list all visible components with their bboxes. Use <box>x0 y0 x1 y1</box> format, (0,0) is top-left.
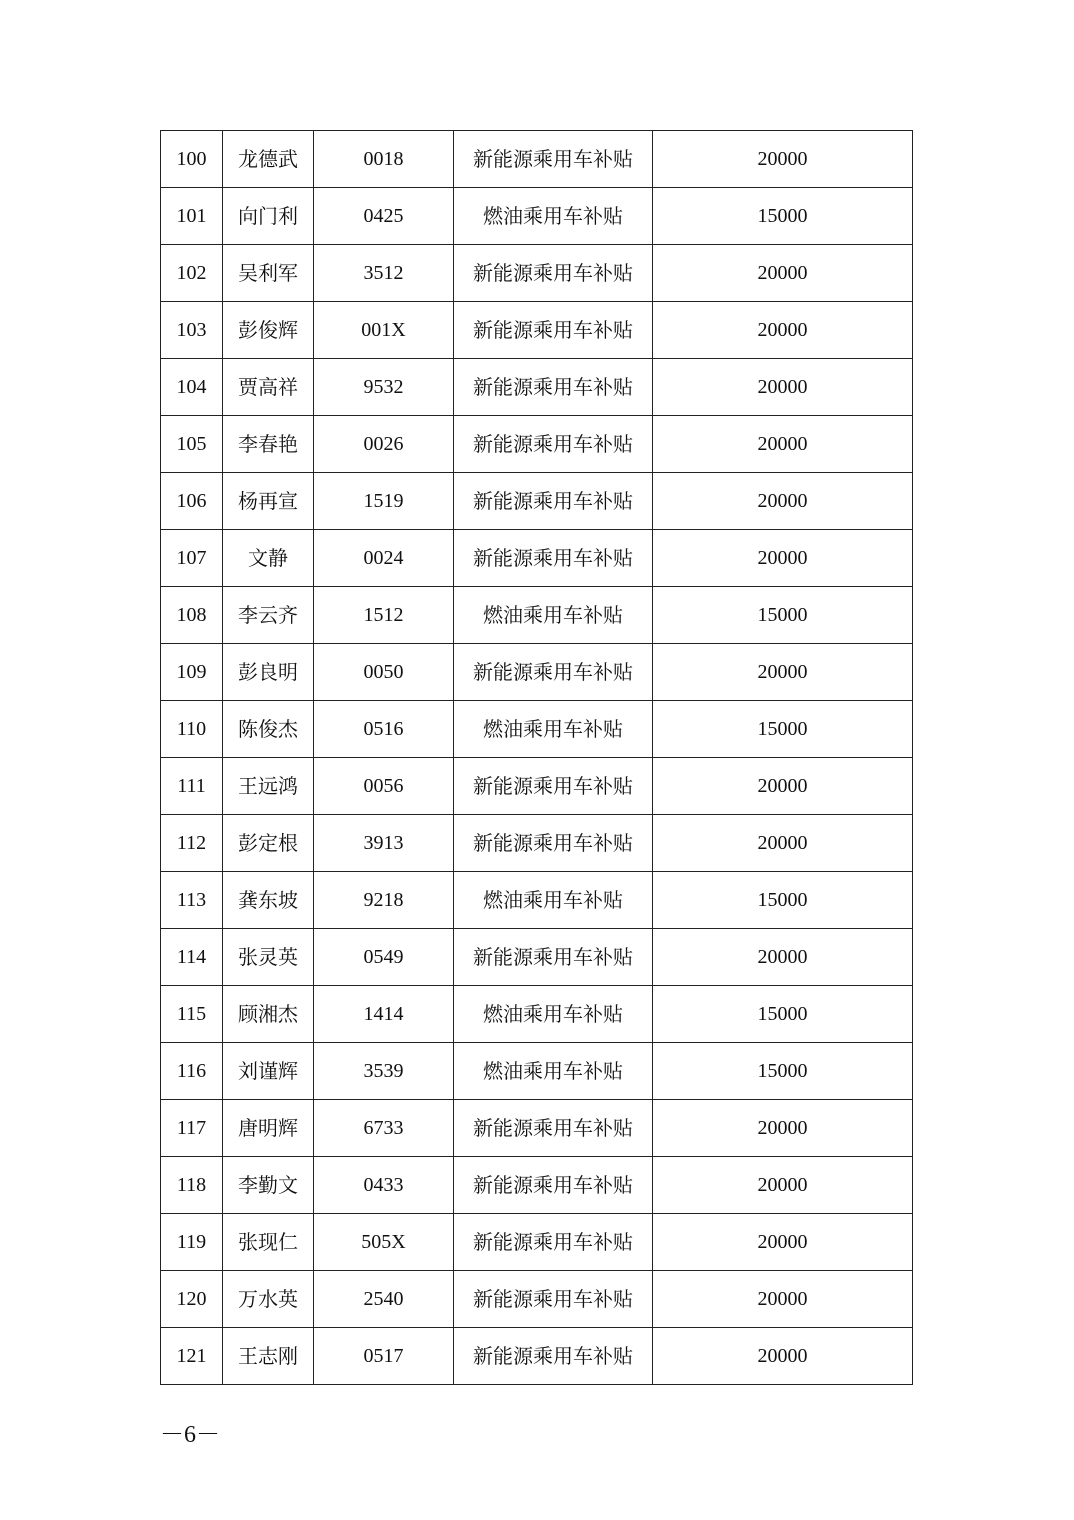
row-number-cell: 121 <box>161 1328 223 1385</box>
row-number-cell: 111 <box>161 758 223 815</box>
row-number-cell: 100 <box>161 131 223 188</box>
table-row <box>161 1043 913 1100</box>
subsidy-type-cell: 新能源乘用车补贴 <box>454 929 653 986</box>
subsidy-type-cell: 新能源乘用车补贴 <box>454 473 653 530</box>
table-row <box>161 1328 913 1385</box>
subsidy-amount-cell: 15000 <box>653 986 913 1043</box>
table-row <box>161 1214 913 1271</box>
id-suffix-cell: 6733 <box>314 1100 454 1157</box>
subsidy-amount-cell: 20000 <box>653 815 913 872</box>
applicant-name-cell: 向门利 <box>223 188 314 245</box>
row-number-cell: 112 <box>161 815 223 872</box>
row-number-cell: 105 <box>161 416 223 473</box>
table-row <box>161 1157 913 1214</box>
subsidy-type-cell: 燃油乘用车补贴 <box>454 872 653 929</box>
subsidy-amount-cell: 15000 <box>653 872 913 929</box>
row-number-cell: 108 <box>161 587 223 644</box>
subsidy-type-cell: 燃油乘用车补贴 <box>454 986 653 1043</box>
id-suffix-cell: 3539 <box>314 1043 454 1100</box>
table-row <box>161 245 913 302</box>
id-suffix-cell: 1512 <box>314 587 454 644</box>
subsidy-amount-cell: 15000 <box>653 701 913 758</box>
table-row <box>161 131 913 188</box>
subsidy-amount-cell: 20000 <box>653 644 913 701</box>
subsidy-type-cell: 新能源乘用车补贴 <box>454 1100 653 1157</box>
subsidy-type-cell: 燃油乘用车补贴 <box>454 701 653 758</box>
table-row <box>161 644 913 701</box>
table-row <box>161 815 913 872</box>
subsidy-type-cell: 燃油乘用车补贴 <box>454 587 653 644</box>
subsidy-amount-cell: 20000 <box>653 929 913 986</box>
table-row <box>161 530 913 587</box>
applicant-name-cell: 吴利军 <box>223 245 314 302</box>
row-number-cell: 116 <box>161 1043 223 1100</box>
subsidy-amount-cell: 20000 <box>653 416 913 473</box>
row-number-cell: 102 <box>161 245 223 302</box>
id-suffix-cell: 0050 <box>314 644 454 701</box>
subsidy-amount-cell: 20000 <box>653 245 913 302</box>
subsidy-type-cell: 新能源乘用车补贴 <box>454 1328 653 1385</box>
applicant-name-cell: 唐明辉 <box>223 1100 314 1157</box>
applicant-name-cell: 龙德武 <box>223 131 314 188</box>
id-suffix-cell: 3512 <box>314 245 454 302</box>
subsidy-amount-cell: 20000 <box>653 131 913 188</box>
table-row <box>161 1100 913 1157</box>
applicant-name-cell: 彭定根 <box>223 815 314 872</box>
table-row <box>161 473 913 530</box>
subsidy-amount-cell: 20000 <box>653 758 913 815</box>
row-number-cell: 113 <box>161 872 223 929</box>
table-row <box>161 359 913 416</box>
subsidy-type-cell: 新能源乘用车补贴 <box>454 131 653 188</box>
subsidy-amount-cell: 20000 <box>653 1271 913 1328</box>
subsidy-type-cell: 燃油乘用车补贴 <box>454 188 653 245</box>
id-suffix-cell: 1519 <box>314 473 454 530</box>
subsidy-type-cell: 新能源乘用车补贴 <box>454 245 653 302</box>
subsidy-type-cell: 新能源乘用车补贴 <box>454 416 653 473</box>
subsidy-amount-cell: 20000 <box>653 530 913 587</box>
row-number-cell: 107 <box>161 530 223 587</box>
subsidy-type-cell: 新能源乘用车补贴 <box>454 758 653 815</box>
subsidy-amount-cell: 15000 <box>653 587 913 644</box>
subsidy-type-cell: 新能源乘用车补贴 <box>454 530 653 587</box>
page-number: －6－ <box>160 1422 220 1448</box>
subsidy-type-cell: 新能源乘用车补贴 <box>454 644 653 701</box>
id-suffix-cell: 0018 <box>314 131 454 188</box>
row-number-cell: 104 <box>161 359 223 416</box>
applicant-name-cell: 陈俊杰 <box>223 701 314 758</box>
id-suffix-cell: 0516 <box>314 701 454 758</box>
table-row <box>161 929 913 986</box>
table-row <box>161 701 913 758</box>
applicant-name-cell: 张现仁 <box>223 1214 314 1271</box>
subsidy-amount-cell: 15000 <box>653 188 913 245</box>
subsidy-amount-cell: 20000 <box>653 1100 913 1157</box>
subsidy-type-cell: 新能源乘用车补贴 <box>454 1271 653 1328</box>
applicant-name-cell: 李春艳 <box>223 416 314 473</box>
applicant-name-cell: 王志刚 <box>223 1328 314 1385</box>
applicant-name-cell: 李勤文 <box>223 1157 314 1214</box>
subsidy-type-cell: 新能源乘用车补贴 <box>454 1214 653 1271</box>
row-number-cell: 106 <box>161 473 223 530</box>
applicant-name-cell: 顾湘杰 <box>223 986 314 1043</box>
id-suffix-cell: 2540 <box>314 1271 454 1328</box>
row-number-cell: 110 <box>161 701 223 758</box>
row-number-cell: 115 <box>161 986 223 1043</box>
table-row <box>161 587 913 644</box>
row-number-cell: 114 <box>161 929 223 986</box>
applicant-name-cell: 刘谨辉 <box>223 1043 314 1100</box>
applicant-name-cell: 龚东坡 <box>223 872 314 929</box>
subsidy-amount-cell: 20000 <box>653 359 913 416</box>
applicant-name-cell: 张灵英 <box>223 929 314 986</box>
id-suffix-cell: 0549 <box>314 929 454 986</box>
subsidy-amount-cell: 20000 <box>653 473 913 530</box>
id-suffix-cell: 0433 <box>314 1157 454 1214</box>
subsidy-amount-cell: 20000 <box>653 1214 913 1271</box>
subsidy-table <box>160 130 913 1385</box>
row-number-cell: 118 <box>161 1157 223 1214</box>
row-number-cell: 103 <box>161 302 223 359</box>
id-suffix-cell: 0026 <box>314 416 454 473</box>
table-row <box>161 416 913 473</box>
subsidy-amount-cell: 20000 <box>653 1328 913 1385</box>
applicant-name-cell: 万水英 <box>223 1271 314 1328</box>
subsidy-type-cell: 新能源乘用车补贴 <box>454 359 653 416</box>
subsidy-table-body <box>161 131 913 1385</box>
applicant-name-cell: 李云齐 <box>223 587 314 644</box>
table-row <box>161 188 913 245</box>
id-suffix-cell: 0425 <box>314 188 454 245</box>
subsidy-type-cell: 燃油乘用车补贴 <box>454 1043 653 1100</box>
id-suffix-cell: 9532 <box>314 359 454 416</box>
id-suffix-cell: 9218 <box>314 872 454 929</box>
row-number-cell: 101 <box>161 188 223 245</box>
id-suffix-cell: 505X <box>314 1214 454 1271</box>
applicant-name-cell: 文静 <box>223 530 314 587</box>
subsidy-type-cell: 新能源乘用车补贴 <box>454 815 653 872</box>
subsidy-type-cell: 新能源乘用车补贴 <box>454 1157 653 1214</box>
id-suffix-cell: 001X <box>314 302 454 359</box>
table-row <box>161 872 913 929</box>
table-row <box>161 758 913 815</box>
subsidy-amount-cell: 20000 <box>653 1157 913 1214</box>
id-suffix-cell: 1414 <box>314 986 454 1043</box>
row-number-cell: 109 <box>161 644 223 701</box>
applicant-name-cell: 杨再宣 <box>223 473 314 530</box>
id-suffix-cell: 0024 <box>314 530 454 587</box>
row-number-cell: 117 <box>161 1100 223 1157</box>
table-row <box>161 986 913 1043</box>
id-suffix-cell: 3913 <box>314 815 454 872</box>
subsidy-type-cell: 新能源乘用车补贴 <box>454 302 653 359</box>
id-suffix-cell: 0517 <box>314 1328 454 1385</box>
row-number-cell: 119 <box>161 1214 223 1271</box>
applicant-name-cell: 贾高祥 <box>223 359 314 416</box>
table-row <box>161 302 913 359</box>
subsidy-amount-cell: 15000 <box>653 1043 913 1100</box>
id-suffix-cell: 0056 <box>314 758 454 815</box>
table-row <box>161 1271 913 1328</box>
row-number-cell: 120 <box>161 1271 223 1328</box>
applicant-name-cell: 彭俊辉 <box>223 302 314 359</box>
subsidy-amount-cell: 20000 <box>653 302 913 359</box>
applicant-name-cell: 王远鸿 <box>223 758 314 815</box>
applicant-name-cell: 彭良明 <box>223 644 314 701</box>
